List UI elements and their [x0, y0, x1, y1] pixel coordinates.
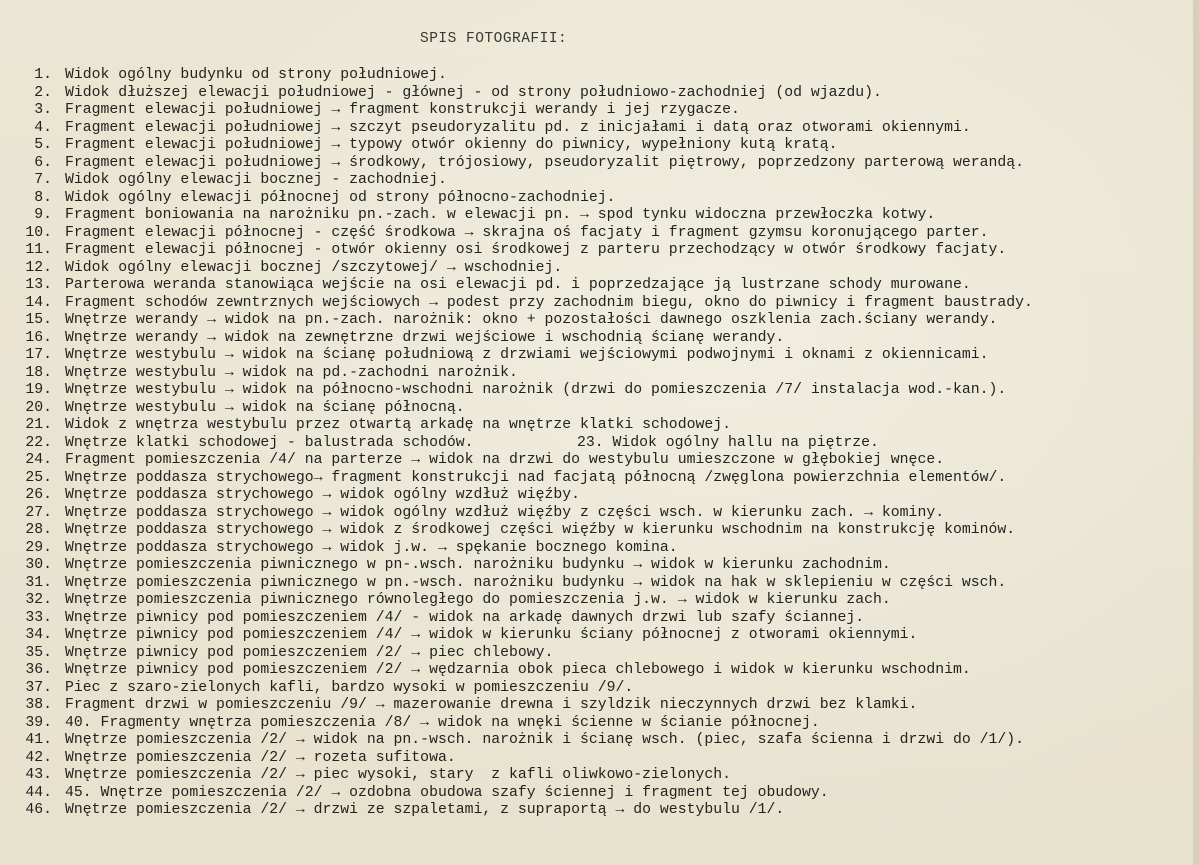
list-item — [0, 190, 1190, 208]
entry-text: Fragment elewacji południowej → fragment konstrukcji werandy i jej rzygacze. — [65, 102, 740, 118]
entry-number: 4. — [34, 119, 52, 136]
entry-number: 9. — [34, 207, 52, 223]
entry-number: 15. — [25, 312, 52, 328]
entry-number: 14. — [25, 294, 52, 311]
entry-text: Wnętrze westybulu → widok na pd.-zachodni narożnik. — [65, 364, 518, 381]
list-item — [0, 207, 1190, 225]
list-item — [0, 610, 1190, 628]
list-item — [0, 802, 1190, 820]
entry-number: 46. — [25, 802, 52, 818]
entry-text: Wnętrze pomieszczenia piwnicznego równoległego do pomieszczenia j.w. → widok w kierunku zach. — [65, 592, 891, 608]
entry-number: 1. — [34, 67, 52, 83]
entry-text: Widok ogólny elewacji bocznej /szczytowej/ → wschodniej. — [65, 259, 563, 276]
entry-text: Fragment elewacji północnej - część środkowa → skrajna oś facjaty i fragment gzymsu koronującego parter. — [65, 224, 989, 241]
document-title: SPIS FOTOGRAFII: — [420, 31, 568, 47]
entry-text: Wnętrze pomieszczenia /2/ → piec wysoki, stary z kafli oliwkowo-zielonych. — [65, 767, 731, 783]
list-item — [0, 627, 1190, 645]
entry-number: 29. — [25, 539, 52, 556]
list-item — [0, 67, 1190, 85]
list-item — [0, 365, 1190, 383]
list-item — [0, 260, 1190, 278]
entry-number: 44. — [25, 784, 52, 801]
list-item — [0, 557, 1190, 575]
entry-text: Wnętrze piwnicy pod pomieszczeniem /4/ → widok w kierunku ściany północnej z otworami okiennymi. — [65, 627, 918, 643]
entry-text: Widok z wnętrza westybulu przez otwartą arkadę na wnętrze klatki schodowej. — [65, 417, 731, 433]
entry-text: Widok dłuższej elewacji południowej - głównej - od strony południowo-zachodniej (od wjazdu). — [65, 84, 882, 101]
entry-text: Wnętrze pomieszczenia piwnicznego w pn.-wsch. narożniku budynku → widok na hak w sklepieniu w części wsch. — [65, 574, 1007, 591]
list-item — [0, 505, 1190, 523]
page-edge — [1193, 0, 1199, 865]
entry-text: Wnętrze poddasza strychowego → widok ogólny wzdłuż więźby. — [65, 487, 581, 503]
entry-number: 2. — [34, 84, 52, 101]
entry-text: Parterowa weranda stanowiąca wejście na osi elewacji pd. i poprzedzające ją lustrzane schody murowane. — [65, 277, 971, 293]
list-item — [0, 592, 1190, 610]
list-item — [0, 435, 1190, 453]
list-item — [0, 120, 1190, 138]
entry-number: 10. — [25, 224, 52, 241]
list-item — [0, 680, 1190, 698]
list-item — [0, 330, 1190, 348]
entry-text: Wnętrze pomieszczenia /2/ → rozeta sufitowa. — [65, 749, 456, 766]
entry-number: 31. — [25, 574, 52, 591]
entry-number: 18. — [25, 364, 52, 381]
entry-text: Wnętrze westybulu → widok na północno-wschodni narożnik (drzwi do pomieszczenia /7/ instalacja wod.-kan.). — [65, 382, 1007, 398]
list-item — [0, 540, 1190, 558]
entry-number: 19. — [25, 382, 52, 398]
entry-number: 28. — [25, 522, 52, 538]
entry-number: 6. — [34, 154, 52, 171]
list-item — [0, 225, 1190, 243]
entry-number: 38. — [25, 697, 52, 713]
list-item — [0, 155, 1190, 173]
entry-number: 16. — [25, 329, 52, 346]
entry-number: 17. — [25, 347, 52, 363]
entry-number: 33. — [25, 609, 52, 626]
entry-text: Widok ogólny budynku od strony południowej. — [65, 67, 447, 83]
list-item — [0, 750, 1190, 768]
entry-text: Wnętrze werandy → widok na pn.-zach. narożnik: okno + pozostałości dawnego oszklenia zach.ściany werandy. — [65, 312, 998, 328]
entry-number: 32. — [25, 592, 52, 608]
entry-text: Wnętrze westybulu → widok na ścianę południową z drzwiami wejściowymi podwojnymi i oknami z okiennicami. — [65, 347, 989, 363]
entry-text: Wnętrze poddasza strychowego → widok j.w. → spękanie bocznego komina. — [65, 539, 678, 556]
entry-number: 39. — [25, 714, 52, 731]
entry-text: 45. Wnętrze pomieszczenia /2/ → ozdobna obudowa szafy ściennej i fragment tej obudowy. — [65, 784, 829, 801]
entry-text: Fragment elewacji południowej → szczyt pseudoryzalitu pd. z inicjałami i datą oraz otworami okiennymi. — [65, 119, 971, 136]
entry-number: 8. — [34, 189, 52, 206]
entry-text: Wnętrze westybulu → widok na ścianę północną. — [65, 399, 465, 416]
list-item — [0, 697, 1190, 715]
entry-number: 34. — [25, 627, 52, 643]
entry-number: 5. — [34, 137, 52, 153]
list-item — [0, 715, 1190, 733]
entry-text: Wnętrze poddasza strychowego→ fragment konstrukcji nad facjatą północną /zwęglona powierzchnia elementów/. — [65, 469, 1007, 486]
entry-text: Widok ogólny elewacji północnej od strony północno-zachodniej. — [65, 189, 616, 206]
list-item — [0, 102, 1190, 120]
list-item — [0, 470, 1190, 488]
list-item — [0, 487, 1190, 505]
entry-text: 40. Fragmenty wnętrza pomieszczenia /8/ → widok na wnęki ścienne w ścianie północnej. — [65, 714, 820, 731]
entry-number: 22. — [25, 434, 52, 451]
list-item — [0, 785, 1190, 803]
entry-text: Fragment elewacji północnej - otwór okienny osi środkowej z parteru przechodzący w otwór środkowy facjaty. — [65, 242, 1007, 258]
list-item — [0, 417, 1190, 435]
entry-text: Piec z szaro-zielonych kafli, bardzo wysoki w pomieszczeniu /9/. — [65, 679, 634, 696]
list-item — [0, 172, 1190, 190]
entry-text: Wnętrze werandy → widok na zewnętrzne drzwi wejściowe i wschodnią ścianę werandy. — [65, 329, 785, 346]
entry-number: 36. — [25, 662, 52, 678]
entry-number: 42. — [25, 749, 52, 766]
entry-number: 43. — [25, 767, 52, 783]
entry-number: 13. — [25, 277, 52, 293]
entry-number: 12. — [25, 259, 52, 276]
entry-number: 26. — [25, 487, 52, 503]
entry-text: Wnętrze piwnicy pod pomieszczeniem /2/ → piec chlebowy. — [65, 644, 554, 661]
entry-number: 37. — [25, 679, 52, 696]
list-item — [0, 382, 1190, 400]
entry-text: Wnętrze pomieszczenia /2/ → drzwi ze szpaletami, z supraportą → do westybulu /1/. — [65, 802, 785, 818]
entry-number: 21. — [25, 417, 52, 433]
list-item — [0, 242, 1190, 260]
entry-number: 11. — [25, 242, 52, 258]
entry-number: 30. — [25, 557, 52, 573]
entry-text: Wnętrze piwnicy pod pomieszczeniem /2/ → wędzarnia obok pieca chlebowego i widok w kierunku wschodnim. — [65, 662, 971, 678]
entry-number: 41. — [25, 732, 52, 748]
entry-number: 35. — [25, 644, 52, 661]
entry-text-secondary: 23. Widok ogólny hallu na piętrze. — [577, 434, 879, 451]
list-item — [0, 452, 1190, 470]
entry-number: 7. — [34, 172, 52, 188]
photo-list — [0, 67, 1190, 820]
list-item — [0, 645, 1190, 663]
list-item — [0, 277, 1190, 295]
entry-text: Wnętrze klatki schodowej - balustrada schodów. — [65, 434, 474, 451]
entry-text: Fragment pomieszczenia /4/ na parterze → widok na drzwi do westybulu umieszczone w głębokiej wnęce. — [65, 452, 945, 468]
entry-number: 20. — [25, 399, 52, 416]
list-item — [0, 400, 1190, 418]
list-item — [0, 767, 1190, 785]
list-item — [0, 662, 1190, 680]
entry-text: Fragment elewacji południowej → typowy otwór okienny do piwnicy, wypełniony kutą kratą. — [65, 137, 838, 153]
list-item — [0, 312, 1190, 330]
entry-text: Wnętrze poddasza strychowego → widok ogólny wzdłuż więźby z części wsch. w kierunku zach. → kominy. — [65, 504, 945, 521]
entry-number: 24. — [25, 452, 52, 468]
list-item — [0, 522, 1190, 540]
entry-text: Wnętrze piwnicy pod pomieszczeniem /4/ - widok na arkadę dawnych drzwi lub szafy ściannej. — [65, 609, 865, 626]
entry-text: Wnętrze poddasza strychowego → widok z środkowej części więźby w kierunku wschodnim na konstrukcję kominów. — [65, 522, 1016, 538]
entry-text: Widok ogólny elewacji bocznej - zachodniej. — [65, 172, 447, 188]
entry-number: 25. — [25, 469, 52, 486]
entry-number: 27. — [25, 504, 52, 521]
list-item — [0, 137, 1190, 155]
entry-text: Wnętrze pomieszczenia piwnicznego w pn-.wsch. narożniku budynku → widok w kierunku zachodnim. — [65, 557, 891, 573]
list-item — [0, 85, 1190, 103]
entry-text: Fragment elewacji południowej → środkowy, trójosiowy, pseudoryzalit piętrowy, poprzedzony parterową werandą. — [65, 154, 1024, 171]
list-item — [0, 295, 1190, 313]
entry-text: Wnętrze pomieszczenia /2/ → widok na pn.-wsch. narożnik i ścianę wsch. (piec, szafa ścienna i drzwi do /1/). — [65, 732, 1024, 748]
entry-text: Fragment boniowania na narożniku pn.-zach. w elewacji pn. → spod tynku widoczna przewłoczka kotwy. — [65, 207, 936, 223]
entry-number: 3. — [34, 102, 52, 118]
list-item — [0, 347, 1190, 365]
entry-text: Fragment schodów zewntrznych wejściowych → podest przy zachodnim biegu, okno do piwnicy i fragment baustrady. — [65, 294, 1033, 311]
list-item — [0, 732, 1190, 750]
entry-text: Fragment drzwi w pomieszczeniu /9/ → mazerowanie drewna i szyldzik nieczynnych drzwi bez klamki. — [65, 697, 918, 713]
list-item — [0, 575, 1190, 593]
